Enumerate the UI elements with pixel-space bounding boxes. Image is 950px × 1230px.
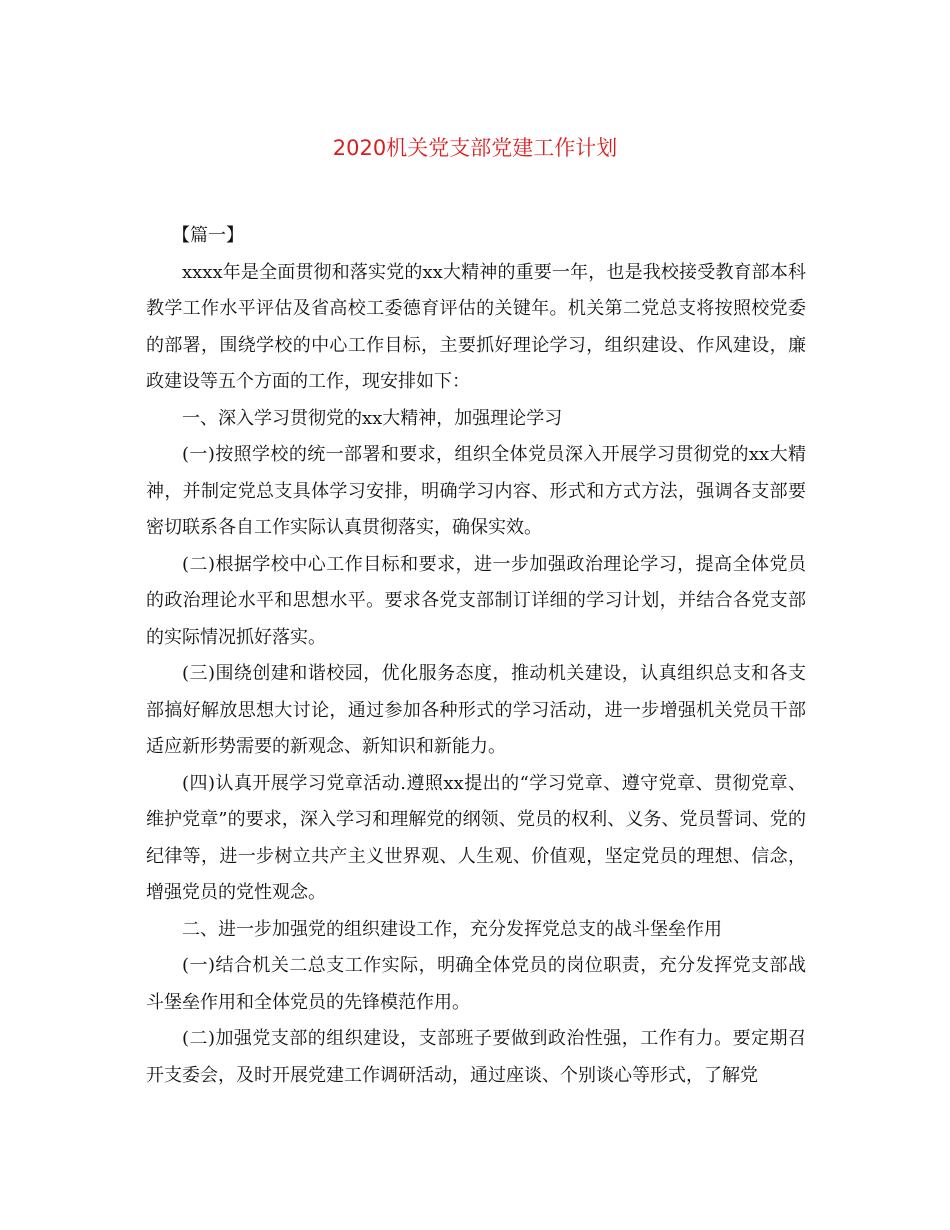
paragraph-1-2: (二)根据学校中心工作目标和要求，进一步加强政治理论学习，提高全体党员的政治理论水平和思想水平。要求各党支部制订详细的学习计划，并结合各党支部的实际情况抓好落实。 (146, 553, 806, 648)
document-title: 2020机关党支部党建工作计划 (332, 136, 618, 160)
document-body (146, 218, 806, 1094)
paragraph-2-1: (一)结合机关二总支工作实际，明确全体党员的岗位职责，充分发挥党支部战斗堡垒作用和全体党员的先锋模范作用。 (146, 955, 806, 1013)
intro-paragraph: xxxx年是全面贯彻和落实党的xx大精神的重要一年，也是我校接受教育部本科教学工作水平评估及省高校工委德育评估的关键年。机关第二党总支将按照校党委的部署，围绕学校的中心工作目标，主要抓好理论学习，组织建设、作风建设，廉政建设等五个方面的工作，现安排如下： (146, 261, 806, 392)
section-heading-2: 二、进一步加强党的组织建设工作，充分发挥党总支的战斗堡垒作用 (182, 918, 722, 940)
section-heading-1: 一、深入学习贯彻党的xx大精神，加强理论学习 (182, 407, 563, 429)
section-label: 【篇一】 (172, 225, 244, 246)
paragraph-1-3: (三)围绕创建和谐校园，优化服务态度，推动机关建设，认真组织总支和各支部搞好解放思想大讨论，通过参加各种形式的学习活动，进一步增强机关党员干部适应新形势需要的新观念、新知识和新能力。 (146, 663, 806, 757)
paragraph-1-4: (四)认真开展学习党章活动.遵照xx提出的“学习党章、遵守党章、贯彻党章、维护党章”的要求，深入学习和理解党的纲领、党员的权利、义务、党员誓词、党的纪律等，进一步树立共产主义世界观、人生观、价值观，坚定党员的理想、信念，增强党员的党性观念。 (146, 772, 806, 903)
paragraph-2-2: (二)加强党支部的组织建设，支部班子要做到政治性强，工作有力。要定期召开支委会，及时开展党建工作调研活动，通过座谈、个别谈心等形式，了解党 (146, 1028, 806, 1086)
paragraph-1-1: (一)按照学校的统一部署和要求，组织全体党员深入开展学习贯彻党的xx大精神，并制定党总支具体学习安排，明确学习内容、形式和方式方法，强调各支部要密切联系各自工作实际认真贯彻落实，确保实效。 (146, 444, 806, 538)
